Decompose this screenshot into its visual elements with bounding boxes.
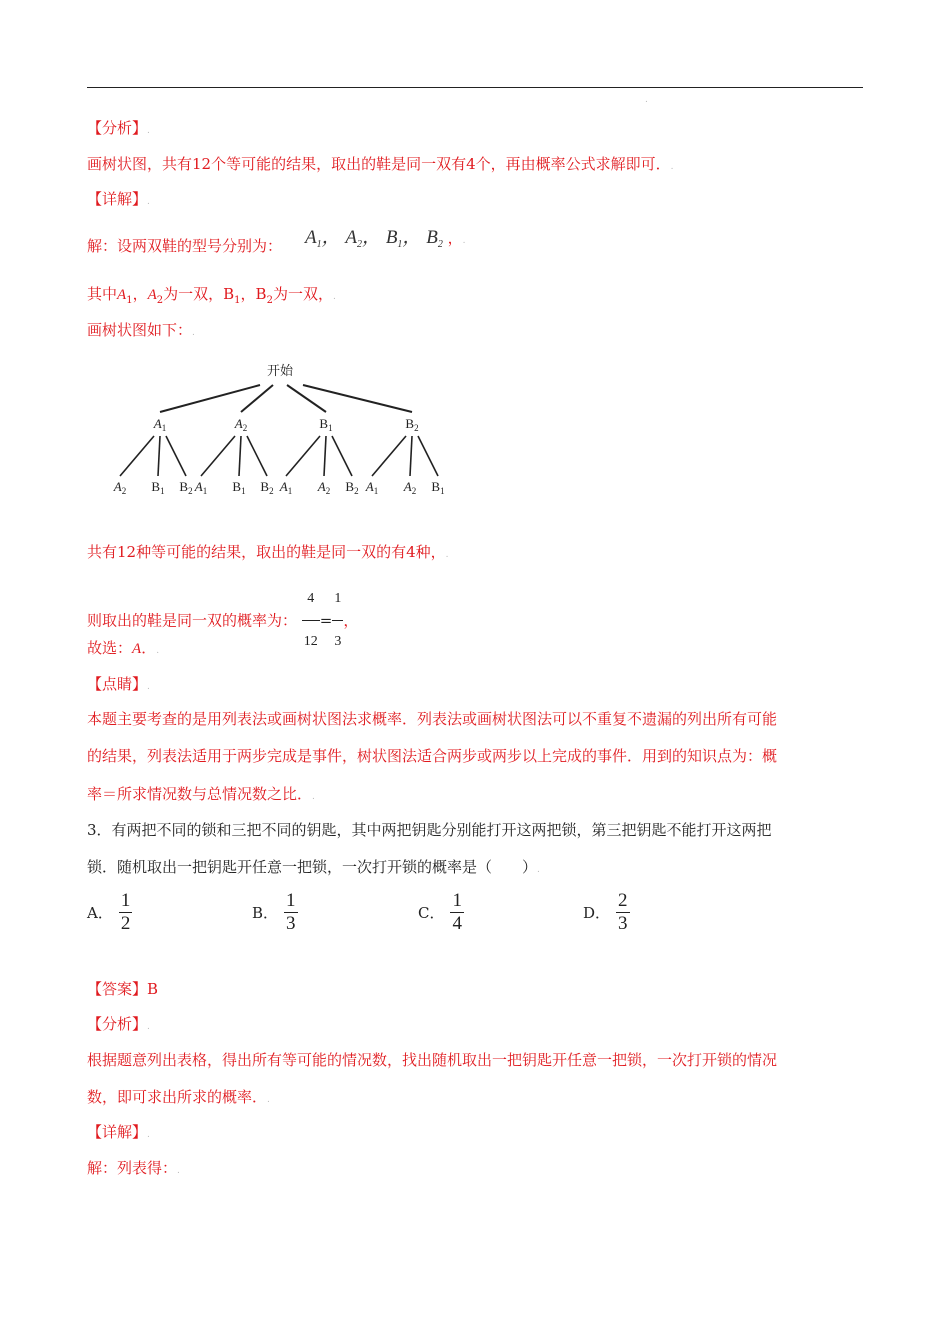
question-3-line-2: 锁．随机取出一把钥匙开任意一把锁，一次打开锁的概率是（ ）.: [87, 858, 540, 876]
tree-leaf-2-3: $B_2$: [260, 479, 274, 496]
tree-edge-2-3: [247, 436, 267, 476]
comment-line-3: 率＝所求情况数与总情况数之比．.: [87, 785, 315, 803]
detail-2-label: 【详解】.: [87, 1123, 150, 1141]
choice-line: 故选：A．.: [87, 639, 160, 657]
tree-leaf-3-3: $B_2$: [345, 479, 359, 496]
option-a[interactable]: A． $\frac{1}{2}$: [87, 890, 131, 934]
tree-edge-3-3: [332, 436, 352, 476]
tree-leaf-2-2: $B_1$: [232, 479, 246, 496]
tree-intro: 画树状图如下：.: [87, 321, 195, 339]
comment-line-1: 本题主要考查的是用列表法或画树状图法求概率．列表法或画树状图法可以不重复不遗漏的列出所有可能: [87, 710, 778, 728]
model-b1: $B_1$: [385, 227, 403, 250]
tree-leaf-1-3: $B_2$: [179, 479, 193, 496]
tree-root: 开始: [266, 363, 294, 378]
tree-leaf-4-2: $A_2$: [403, 479, 417, 496]
model-a2: $A_2$: [345, 227, 363, 250]
model-b2: $B_2$: [426, 227, 443, 250]
tree-leaf-2-1: $A_1$: [194, 479, 208, 496]
prob-fraction-2: $\frac{1}{3}$: [332, 578, 343, 663]
solution-2-text: 解：列表得：.: [87, 1159, 180, 1177]
answer-label: 【答案】B: [87, 980, 159, 998]
tree-leaf-3-1: $A_1$: [279, 479, 293, 496]
prob-fraction-1: $\frac{4}{12}$: [302, 578, 320, 663]
tree-edge-4-1: [372, 436, 406, 476]
analysis-label: 【分析】.: [87, 119, 150, 137]
analysis-2-label: 【分析】.: [87, 1015, 150, 1033]
tree-edge-3-1: [286, 436, 320, 476]
model-a1: $A_1$: [305, 227, 322, 250]
option-b[interactable]: B． $\frac{1}{3}$: [252, 890, 296, 934]
question-3-line-1: 3．有两把不同的锁和三把不同的钥匙，其中两把钥匙分别能打开这两把锁，第三把钥匙不能打开这两把: [87, 821, 772, 839]
analysis-text: 画树状图，共有12个等可能的结果，取出的鞋是同一双有4个，再由概率公式求解即可．.: [87, 155, 674, 173]
tree-edge-4-3: [418, 436, 438, 476]
option-d[interactable]: D． $\frac{2}{3}$: [583, 890, 628, 934]
tree-node-4: $B_2$: [405, 416, 419, 433]
tree-leaf-4-1: $A_1$: [365, 479, 379, 496]
tree-edge-1-2: [158, 436, 160, 476]
tree-leaf-1-1: $A_2$: [113, 479, 127, 496]
tree-edge-3-2: [324, 436, 326, 476]
tree-leaf-4-3: $B_1$: [431, 479, 445, 496]
tree-leaf-3-2: $A_2$: [317, 479, 331, 496]
outcome-text: 共有12种等可能的结果，取出的鞋是同一双的有4种，.: [87, 543, 449, 561]
tree-node-3: $B_1$: [319, 416, 333, 433]
tree-node-2: $A_2$: [234, 416, 248, 433]
shoe-models: $A_1$， $A_2$， $B_1$， $B_2$ ，.: [305, 227, 466, 250]
tree-edge-4-2: [410, 436, 412, 476]
tree-edge-2-2: [239, 436, 241, 476]
option-c[interactable]: C． $\frac{1}{4}$: [418, 890, 462, 934]
tree-diagram: [90, 355, 490, 505]
analysis-2-line-2: 数，即可求出所求的概率．.: [87, 1088, 270, 1106]
probability-line: 则取出的鞋是同一双的概率为： $\frac{4}{12}$ = $\frac{1}{3}$ ，: [87, 578, 358, 663]
tree-node-1: $A_1$: [153, 416, 167, 433]
mark: .: [645, 95, 648, 105]
analysis-2-line-1: 根据题意列出表格，得出所有等可能的情况数，找出随机取出一把钥匙开任意一把锁，一次打开锁的情况: [87, 1051, 778, 1069]
comment-line-2: 的结果，列表法适用于两步完成是事件，树状图法适合两步或两步以上完成的事件．用到的知识点为：概: [87, 747, 778, 765]
detail-label: 【详解】.: [87, 190, 150, 208]
tree-leaf-1-2: $B_1$: [151, 479, 165, 496]
comment-label: 【点睛】.: [87, 675, 150, 693]
tree-edge-1-1: [120, 436, 154, 476]
tree-edge-1-3: [166, 436, 186, 476]
header-rule: [87, 87, 863, 88]
pairs-text: 其中$A_1$，$A_2$为一双，$B_1$，$B_2$为一双，.: [87, 285, 336, 306]
solution-intro: 解：设两双鞋的型号分别为：: [87, 237, 283, 255]
tree-edge-2-1: [201, 436, 235, 476]
